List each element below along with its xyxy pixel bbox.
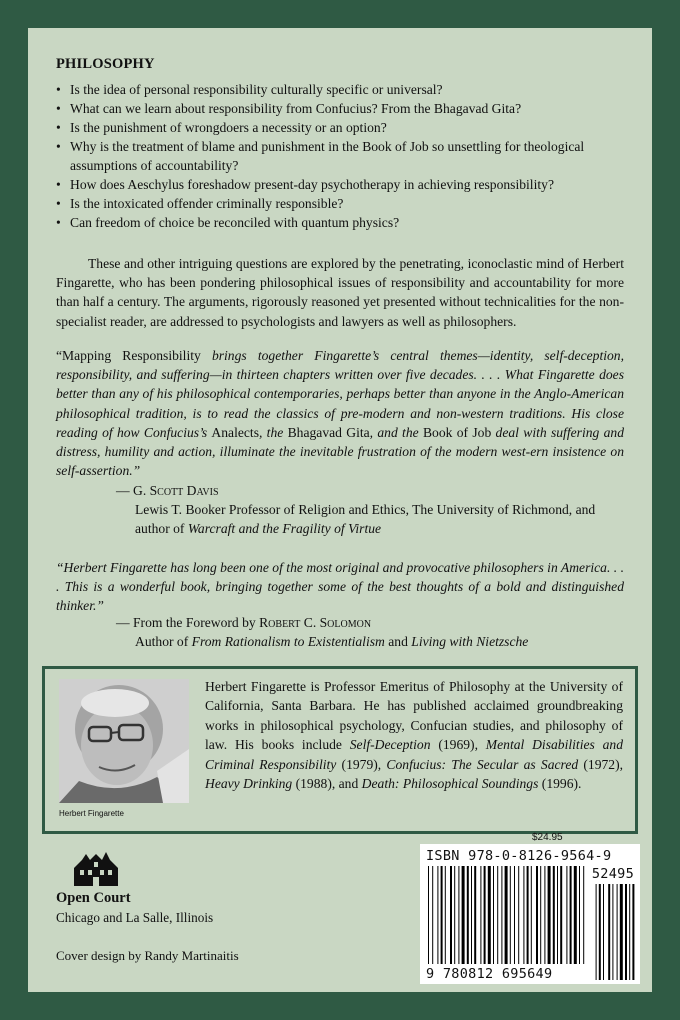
- barcode-bar: [514, 866, 515, 964]
- house-logo-icon: [72, 850, 120, 893]
- barcode-bar: [480, 866, 481, 964]
- barcode-bar: [505, 866, 508, 964]
- author-bio-text: Herbert Fingarette is Professor Emeritus of Philosophy at the University of California, Santa Barbara. He has published acclaimed groundbreaking works in philosophical psychology, Confucian studies, and philosophy of law. His books include Self-Deception (1969), Mental Disabilities and Criminal Responsibility (1979), Confucius: The Secular as Sacred (1972), Heavy Drinking (1988), and Death: Philosophical Soundings (1996).: [205, 679, 624, 792]
- category-label: PHILOSOPHY: [56, 56, 155, 72]
- question-item: • Why is the treatment of blame and punishment in the Book of Job so unsettling for theological assumptions of accountability?: [56, 137, 636, 175]
- barcode-bar: [544, 866, 545, 964]
- price-addon-code: 52495: [591, 866, 634, 882]
- barcode-bar: [484, 866, 486, 964]
- barcode-bar: [566, 866, 567, 964]
- barcode-addon-bar: [599, 884, 601, 980]
- question-item: • Is the idea of personal responsibility culturally specific or universal?: [56, 80, 636, 99]
- attribution-davis-book: author of Warcraft and the Fragility of Virtue: [135, 521, 382, 536]
- question-list: [56, 80, 636, 232]
- review-quote-davis: “Mapping Responsibility brings together Fingarette’s central themes—identity, self-deception, responsibility, and suffering—in thirteen chapters written over five decades. . . . What Fingarette does better than any of his philosophical contemporaries, perhaps better than anyone in the Anglo-American philosophical tradition, is to read the classics of pre-modern and non-western traditions. His close reading of how Confucius’s Analects, the Bhagavad Gita, and the Book of Job deal with suffering and distress, humility and action, illuminate the inevitable frustration of the modern west-ern insistence on self-assertion.”: [56, 348, 624, 479]
- attribution-davis: — G. Scott Davis: [116, 483, 219, 498]
- barcode-bar: [437, 866, 438, 964]
- barcode-bar: [488, 866, 491, 964]
- publisher-city: Chicago and La Salle, Illinois: [56, 910, 214, 925]
- barcode-bar: [432, 866, 433, 964]
- price-label: $24.95: [532, 832, 563, 843]
- author-photo: [59, 679, 189, 803]
- barcode-bar: [560, 866, 562, 964]
- barcode-bar: [462, 866, 465, 964]
- barcode-bar: [574, 866, 577, 964]
- barcode-bar: [467, 866, 469, 964]
- isbn-text: ISBN 978-0-8126-9564-9: [426, 848, 612, 864]
- barcode-bar: [540, 866, 541, 964]
- barcode-bar: [493, 866, 494, 964]
- barcode-bar: [445, 866, 446, 964]
- barcode-bar: [579, 866, 580, 964]
- attribution-solomon-books: Author of From Rationalism to Existentialism and Living with Nietzsche: [135, 634, 529, 649]
- barcode-bar: [428, 866, 429, 964]
- barcode-addon-bar: [625, 884, 627, 980]
- publisher-name: Open Court: [56, 890, 131, 906]
- ean-number: 9 780812 695649: [426, 966, 553, 982]
- barcode-bar: [474, 866, 476, 964]
- barcode-bar: [510, 866, 511, 964]
- question-item: • What can we learn about responsibility from Confucius? From the Bhagavad Gita?: [56, 99, 636, 118]
- barcode-bar: [454, 866, 455, 964]
- barcode-addon-bar: [620, 884, 623, 980]
- question-item: • How does Aeschylus foreshadow present-day psychotherapy in achieving responsibility?: [56, 175, 636, 194]
- barcode-bar: [497, 866, 498, 964]
- question-item: • Is the punishment of wrongdoers a necessity or an option?: [56, 118, 636, 137]
- barcode-addon-bar: [629, 884, 630, 980]
- barcode-bar: [557, 866, 558, 964]
- review-quote-solomon: “Herbert Fingarette has long been one of the most original and provocative philosophers in America. . . . This is a wonderful book, bringing together some of the best thoughts of a bold and distinguished thinker.”: [56, 560, 624, 614]
- barcode-bar: [527, 866, 529, 964]
- author-bio-box: [42, 666, 638, 834]
- barcode-bars: [420, 844, 640, 984]
- barcode-addon-bar: [632, 884, 634, 980]
- isbn-barcode: [420, 844, 640, 984]
- barcode-bar: [501, 866, 502, 964]
- question-item: • Is the intoxicated offender criminally responsible?: [56, 194, 636, 213]
- barcode-bar: [471, 866, 472, 964]
- barcode-bar: [553, 866, 555, 964]
- barcode-addon-bar: [617, 884, 618, 980]
- barcode-bar: [583, 866, 584, 964]
- back-cover: [28, 28, 652, 992]
- question-item: • Can freedom of choice be reconciled with quantum physics?: [56, 213, 636, 232]
- barcode-bar: [458, 866, 459, 964]
- barcode-addon-bar: [608, 884, 610, 980]
- barcode-bar: [531, 866, 532, 964]
- barcode-bar: [441, 866, 443, 964]
- barcode-addon-bar: [603, 884, 604, 980]
- barcode-bar: [570, 866, 572, 964]
- barcode-addon-bar: [596, 884, 597, 980]
- attribution-solomon: — From the Foreword by Robert C. Solomon: [116, 615, 372, 630]
- attribution-davis-title: Lewis T. Booker Professor of Religion and Ethics, The University of Richmond, and: [135, 502, 596, 517]
- barcode-bar: [536, 866, 538, 964]
- photo-caption: Herbert Fingarette: [59, 809, 124, 818]
- barcode-bar: [523, 866, 524, 964]
- barcode-addon-bar: [612, 884, 613, 980]
- barcode-bar: [450, 866, 452, 964]
- book-description: These and other intriguing questions are explored by the penetrating, iconoclastic mind of Herbert Fingarette, who has been pondering philosophical issues of responsibility and accountability for more than half a century. The arguments, rigorously reasoned yet presented without technicalities for the non-specialist reader, are addressed to psychologists and lawyers as well as philosophers.: [56, 256, 624, 329]
- cover-design-credit: Cover design by Randy Martinaitis: [56, 948, 239, 963]
- barcode-bar: [518, 866, 519, 964]
- barcode-bar: [548, 866, 551, 964]
